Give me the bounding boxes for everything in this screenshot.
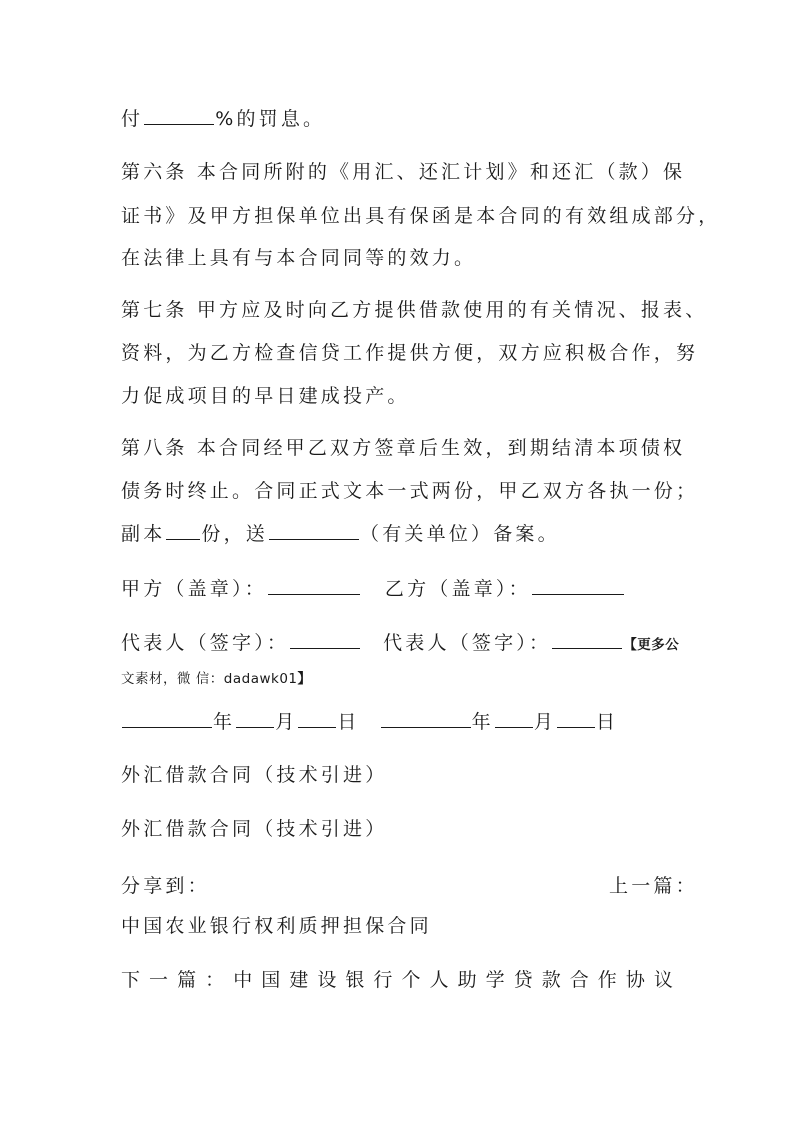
next-article-char: 设 [317,969,337,991]
blank-field [268,576,360,595]
promo-text: 】 [297,671,312,687]
text-segment: 份，送 [201,523,269,545]
seal-line [121,576,625,602]
promo-text: 文素材，微 信： [121,671,224,687]
text-segment: 付 [121,108,144,130]
text-segment: %的罚息。 [215,108,326,130]
related-title-2[interactable]: 外汇借款合同（技术引进） [121,818,388,840]
day-label: 日 [596,711,619,733]
month-label: 月 [275,711,298,733]
blank-field [557,709,595,728]
next-article-char: 建 [289,969,309,991]
promo-text: 【更多公 [623,637,680,653]
party-a-rep-label: 代表人（签字）： [121,632,290,654]
prev-article-label: 上一篇： [609,875,698,897]
next-article-char: 作 [597,969,617,991]
text-segment: （有关单位）备案。 [360,523,560,545]
representative-line [121,630,679,658]
date-line [121,709,618,735]
next-article-link[interactable] [121,967,673,993]
blank-field [122,709,212,728]
blank-field [269,521,359,540]
next-article-char: 中 [233,969,253,991]
next-article-char: 合 [569,969,589,991]
blank-field [144,106,214,125]
next-article-char: ： [205,969,225,991]
promo-line [121,664,312,692]
party-a-seal-label: 甲方（盖章）： [121,578,267,600]
day-label: 日 [337,711,360,733]
next-article-char: 款 [541,969,561,991]
article-7-line-1: 第七条 甲方应及时向乙方提供借款使用的有关情况、报表、 [121,299,708,321]
next-article-char: 行 [373,969,393,991]
next-article-char: 国 [261,969,281,991]
next-article-char: 人 [429,969,449,991]
prev-article-link[interactable]: 中国农业银行权利质押担保合同 [121,915,432,937]
article-7-line-2: 资料，为乙方检查信贷工作提供方便，双方应积极合作，努 [121,342,699,364]
blank-field [532,576,624,595]
year-label: 年 [471,711,494,733]
related-title-1[interactable]: 外汇借款合同（技术引进） [121,764,388,786]
next-article-char: 学 [485,969,505,991]
next-article-char: 下 [121,969,141,991]
next-article-char: 银 [345,969,365,991]
article-7-line-3: 力促成项目的早日建成投产。 [121,385,410,407]
next-article-char: 助 [457,969,477,991]
article-8-line-2: 债务时终止。合同正式文本一式两份，甲乙双方各执一份； [121,480,699,502]
blank-field [495,709,533,728]
next-article-char: 协 [625,969,645,991]
blank-field [290,630,360,649]
next-article-char: 贷 [513,969,533,991]
next-article-char: 个 [401,969,421,991]
year-label: 年 [213,711,236,733]
next-article-char: 篇 [177,969,197,991]
share-label: 分享到： [121,875,210,897]
penalty-line [121,106,325,132]
article-6-line-1: 第六条 本合同所附的《用汇、还汇计划》和还汇（款）保 [121,161,686,183]
blank-field [166,521,200,540]
month-label: 月 [533,711,557,733]
article-8-line-3 [121,521,560,547]
promo-text: dadawk01 [223,671,298,687]
blank-field [552,630,622,649]
next-article-char: 议 [653,969,673,991]
blank-field [236,709,274,728]
party-b-seal-label: 乙方（盖章）： [384,578,531,600]
article-8-line-1: 第八条 本合同经甲乙双方签章后生效，到期结清本项债权 [121,437,686,459]
blank-field [381,709,471,728]
article-6-line-2: 证书》及甲方担保单位出具有保函是本合同的有效组成部分， [121,205,721,227]
next-article-char: 一 [149,969,169,991]
article-6-line-3: 在法律上具有与本合同同等的效力。 [121,247,477,269]
blank-field [298,709,336,728]
text-segment: 副本 [121,523,166,545]
party-b-rep-label: 代表人（签字）： [383,632,552,654]
